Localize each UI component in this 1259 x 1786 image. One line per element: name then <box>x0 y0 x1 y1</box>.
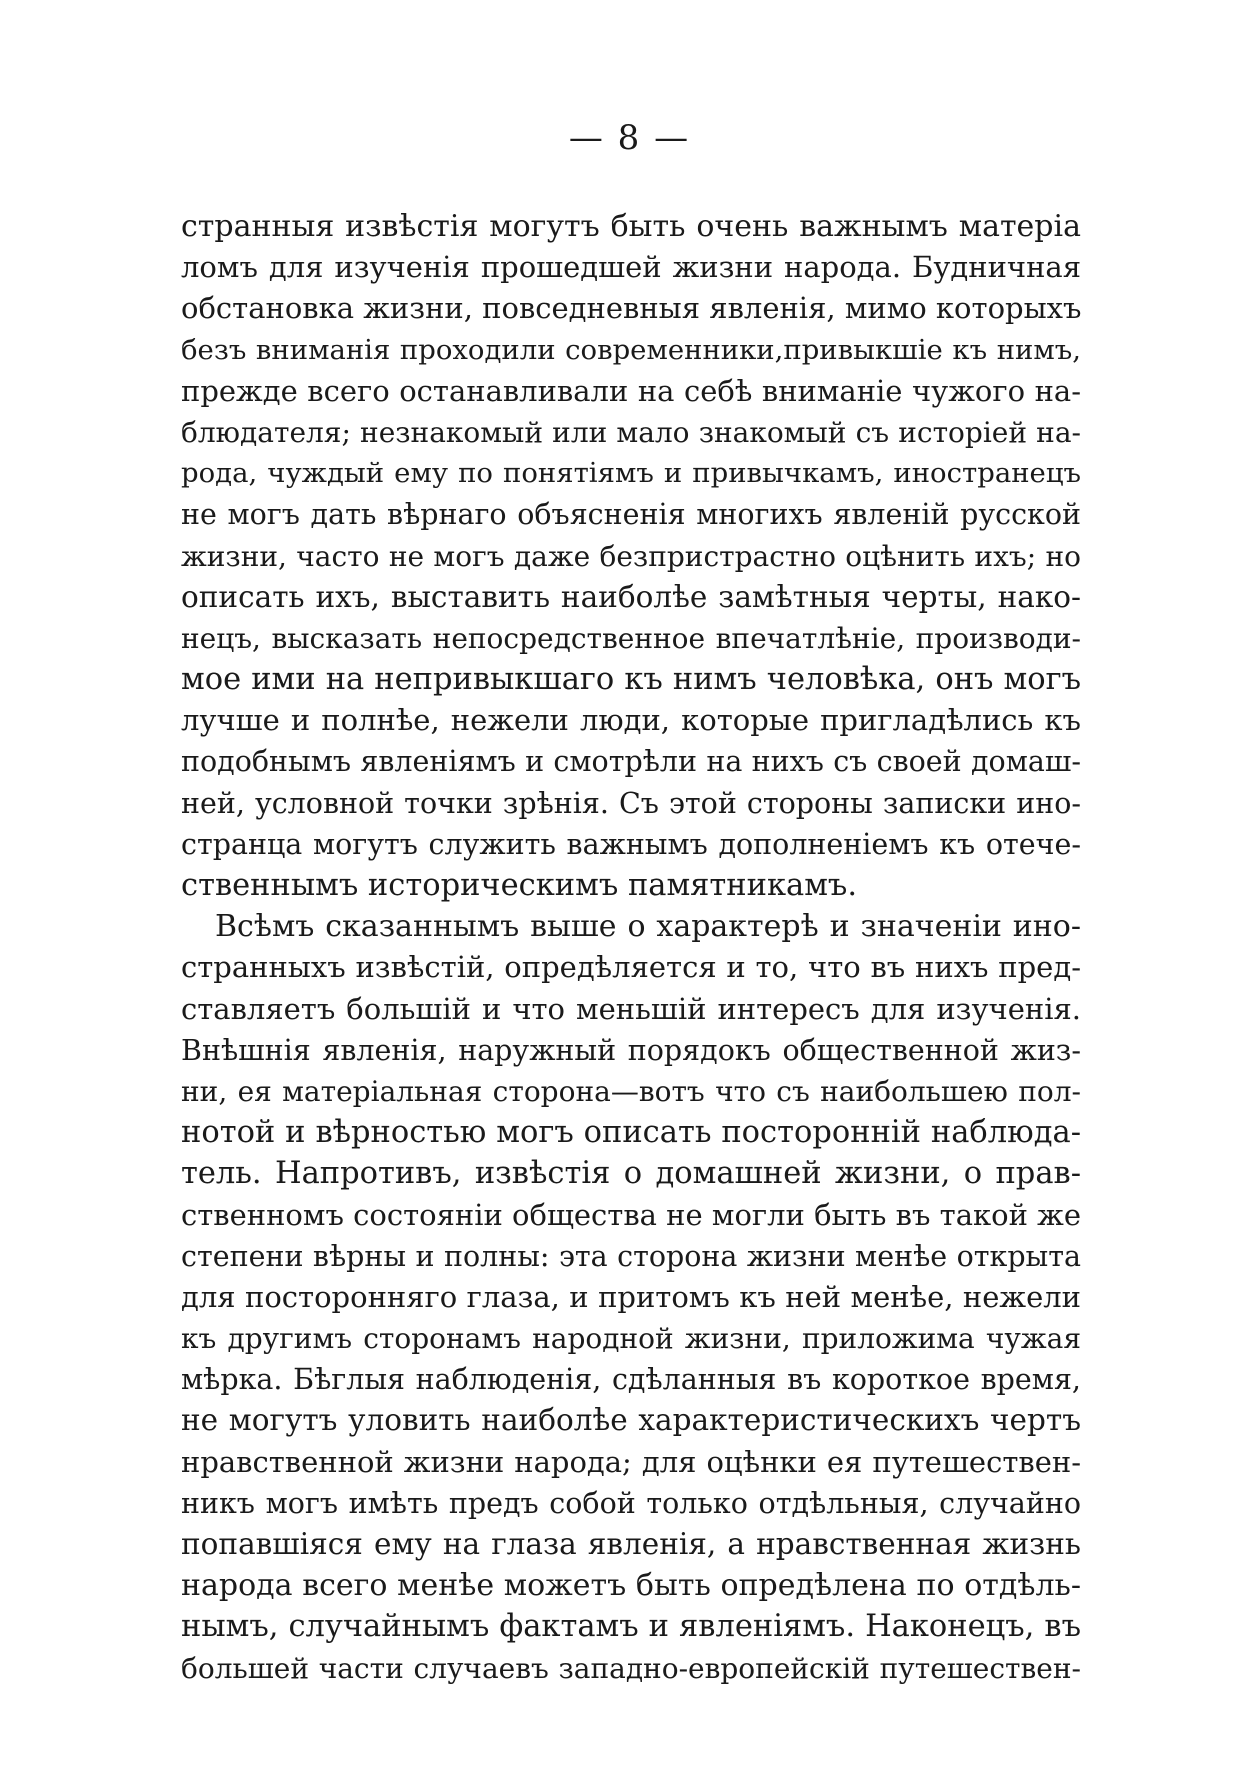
text-line: нотой и вѣрностью могъ описать посторонній наблюда- <box>181 1115 1081 1151</box>
page-number: — 8 — <box>568 118 691 158</box>
text-line: не могъ дать вѣрнаго объясненія многихъ явленій русской <box>181 498 1081 532</box>
text-line: нравственной жизни народа; для оцѣнки ея путешествен- <box>181 1444 1081 1479</box>
text-line: безъ вниманія проходили современники,привыкшіе къ нимъ, <box>181 333 1081 366</box>
text-line: степени вѣрны и полны: эта сторона жизни менѣе открыта <box>181 1239 1081 1273</box>
text-line: большей части случаевъ западно-европейскій путешествен- <box>181 1651 1081 1685</box>
paragraph <box>181 206 1081 906</box>
paragraph <box>181 906 1081 1689</box>
text-line: Всѣмъ сказаннымъ выше о характерѣ и значеніи ино- <box>215 909 1081 945</box>
text-line: нецъ, высказать непосредственное впечатлѣніе, производи- <box>181 621 1081 655</box>
text-line: ственномъ состояніи общества не могли быть въ такой же <box>181 1197 1081 1232</box>
text-line: жизни, часто не могъ даже безпристрастно оцѣнить ихъ; но <box>181 539 1081 573</box>
text-line: тель. Напротивъ, извѣстія о домашней жизни, о прав- <box>181 1156 1081 1192</box>
text-line: блюдателя; незнакомый или мало знакомый съ исторіей на- <box>181 415 1081 449</box>
text-line: ставляетъ большій и что меньшій интересъ для изученія. <box>181 991 1081 1026</box>
text-line: мое ими на непривыкшаго къ нимъ человѣка, онъ могъ <box>181 662 1081 698</box>
text-line: мѣрка. Бѣглыя наблюденія, сдѣланныя въ короткое время, <box>181 1363 1081 1397</box>
text-line: обстановка жизни, повседневныя явленія, мимо которыхъ <box>181 291 1082 326</box>
text-line: странныхъ извѣстій, опредѣляется и то, что въ нихъ пред- <box>181 950 1081 985</box>
text-line: странца могутъ служить важнымъ дополненіемъ къ отече- <box>181 827 1081 861</box>
text-line: ни, ея матеріальная сторона—вотъ что съ наибольшею пол- <box>181 1074 1081 1108</box>
text-line: рода, чуждый ему по понятіямъ и привычкамъ, иностранецъ <box>181 457 1081 490</box>
text-line: Внѣшнія явленія, наружный порядокъ общественной жиз- <box>181 1033 1081 1067</box>
text-line: лучше и полнѣе, нежели люди, которые пригладѣлись къ <box>181 703 1081 738</box>
text-line: народа всего менѣе можетъ быть опредѣлена по отдѣль- <box>181 1568 1081 1604</box>
text-line: ственнымъ историческимъ памятникамъ. <box>181 868 858 903</box>
text-line: нымъ, случайнымъ фактамъ и явленіямъ. Наконецъ, въ <box>181 1609 1081 1645</box>
text-line: подобнымъ явленіямъ и смотрѣли на нихъ съ своей домаш- <box>181 745 1081 779</box>
text-line: прежде всего останавливали на себѣ вниманіе чужого на- <box>181 373 1081 408</box>
text-line: попавшіяся ему на глаза явленія, а нравственная жизнь <box>181 1527 1081 1561</box>
text-line: къ другимъ сторонамъ народной жизни, приложима чужая <box>181 1322 1081 1356</box>
text-line: не могутъ уловить наиболѣе характеристическихъ чертъ <box>181 1403 1081 1438</box>
text-line: для посторонняго глаза, и притомъ къ ней менѣе, нежели <box>181 1279 1081 1314</box>
text-line: описать ихъ, выставить наиболѣе замѣтныя черты, нако- <box>181 579 1081 614</box>
text-line: странныя извѣстія могутъ быть очень важнымъ матеріа <box>181 209 1081 244</box>
text-line: никъ могъ имѣть предъ собой только отдѣльныя, случайно <box>181 1486 1081 1520</box>
text-line: ломъ для изученія прошедшей жизни народа. Будничная <box>181 250 1081 285</box>
text-line: ней, условной точки зрѣнія. Съ этой стороны записки ино- <box>181 786 1081 820</box>
body-text <box>181 206 1081 1689</box>
